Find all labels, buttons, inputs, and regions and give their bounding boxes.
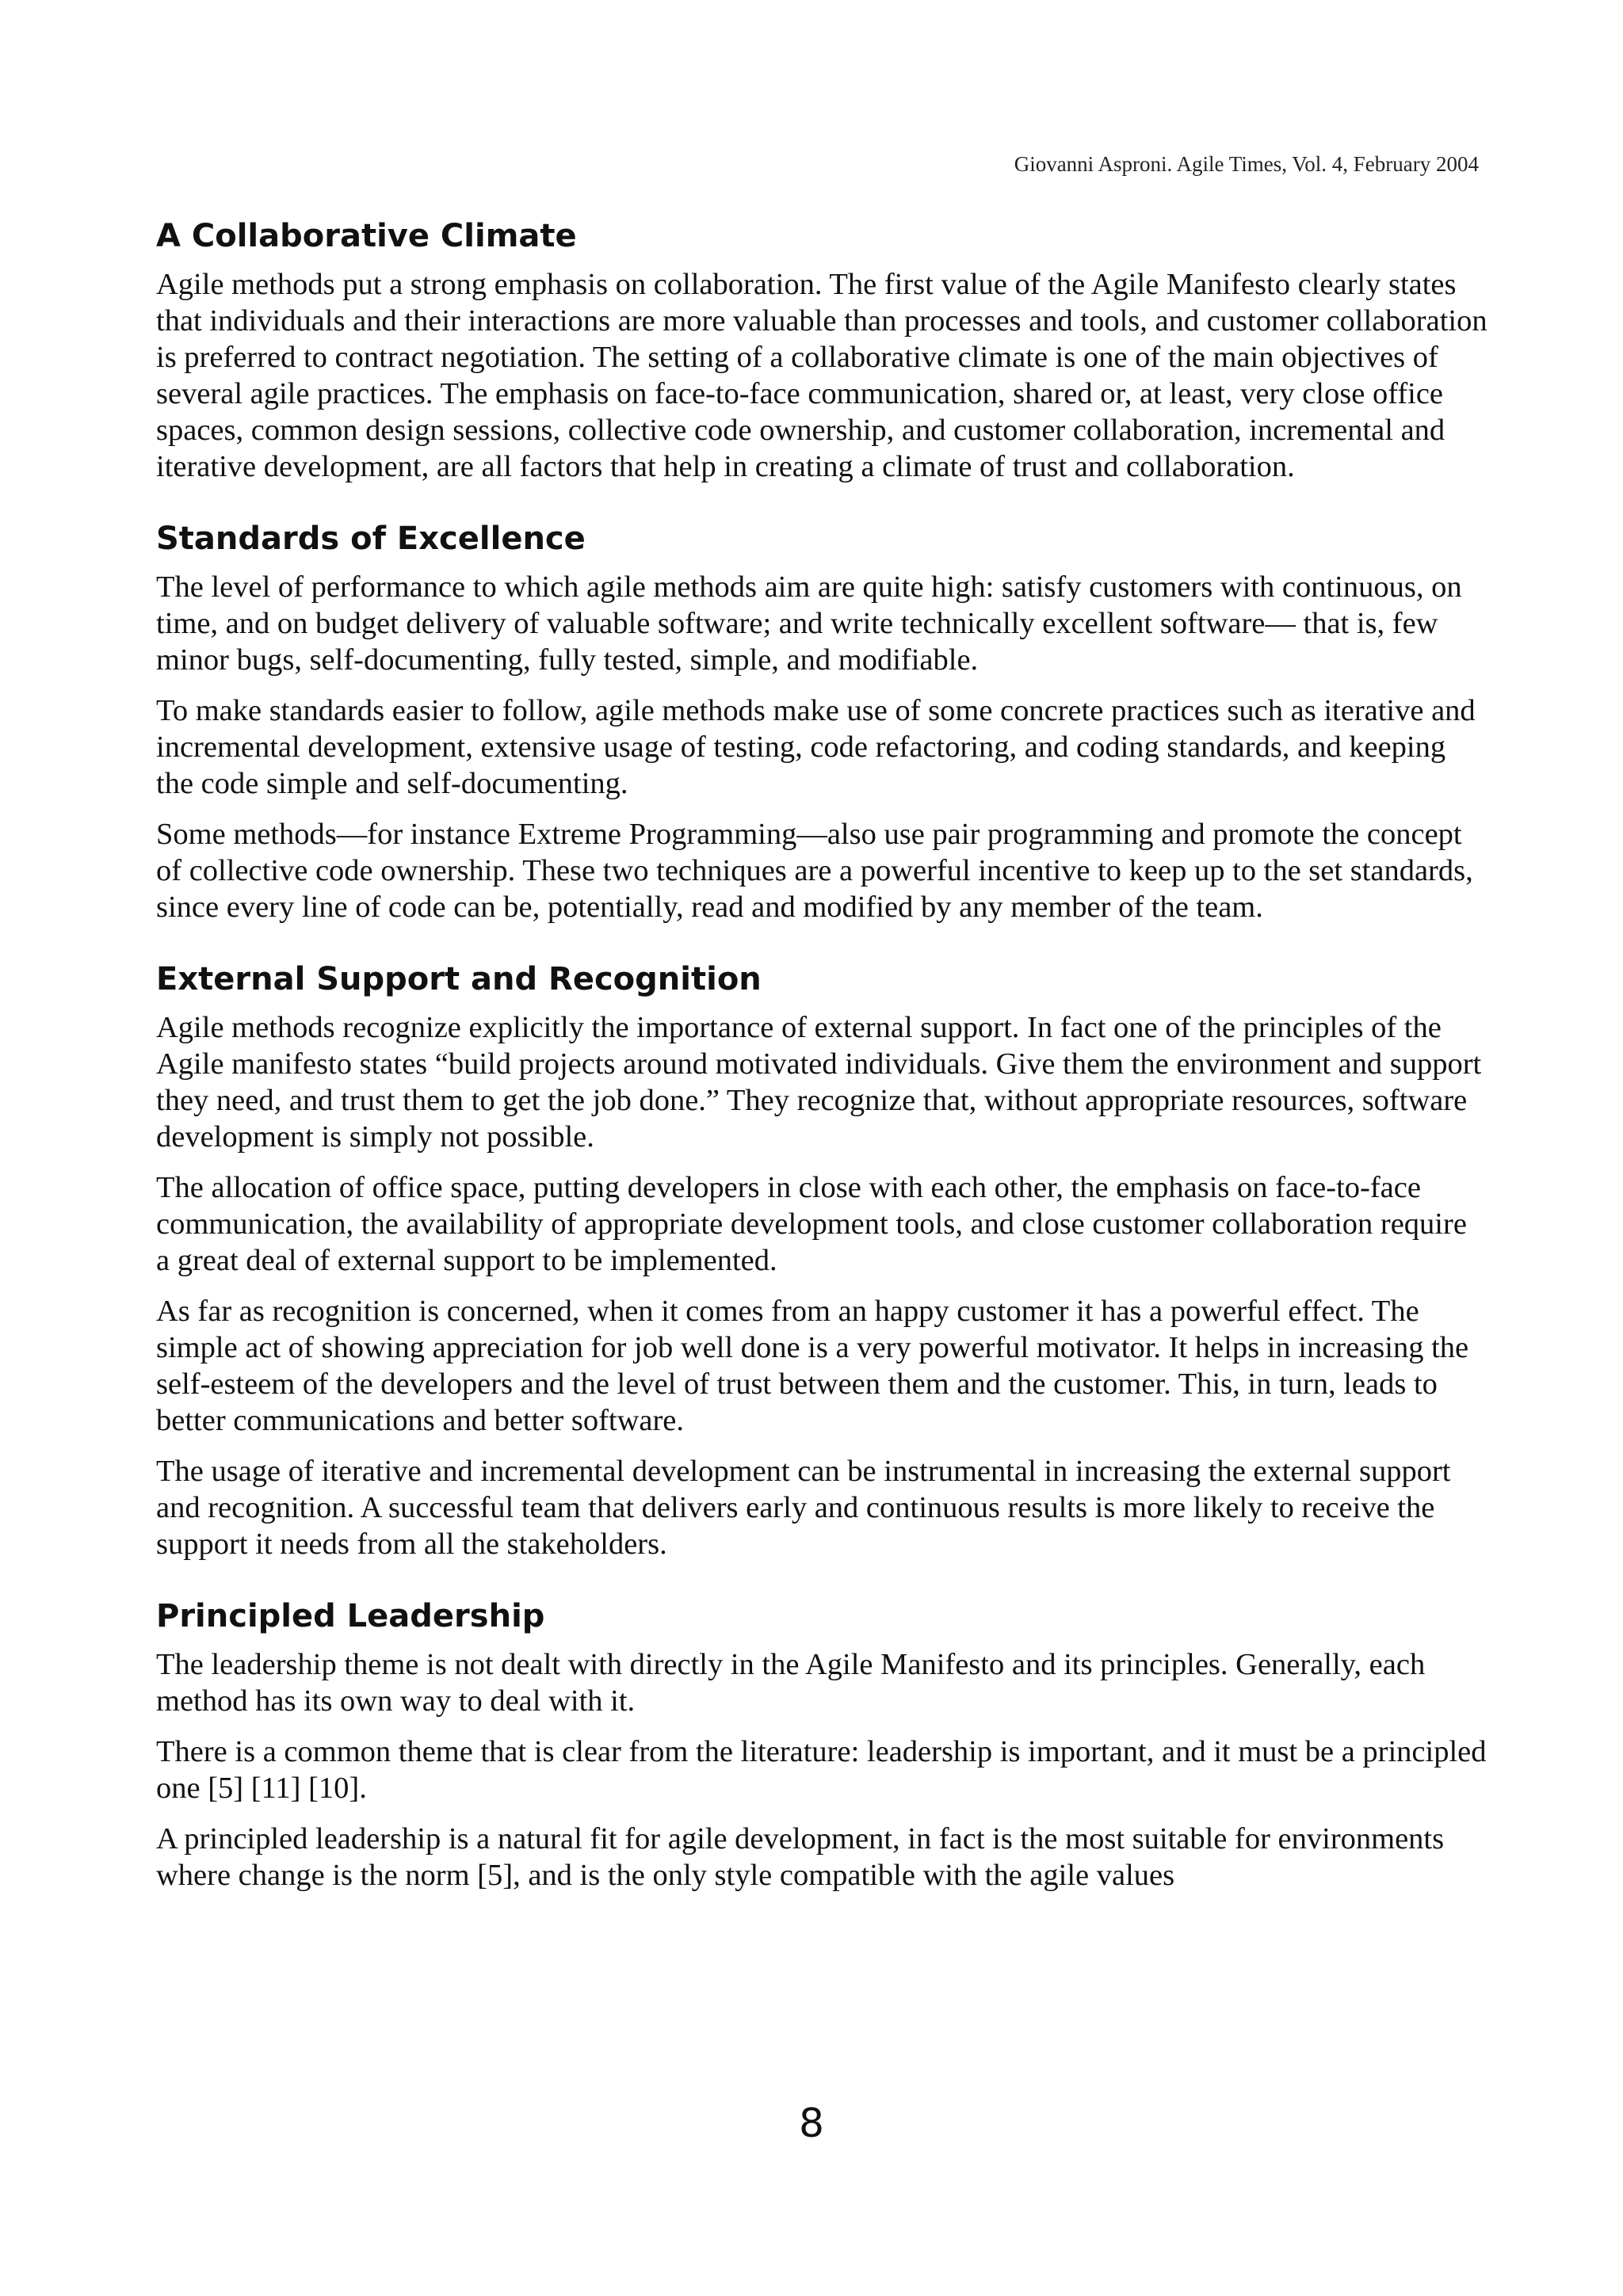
paragraph: As far as recognition is concerned, when it comes from an happy customer it has a powerful effect. The simple act of showing appreciation for job well done is a very powerful motivator. It helps in increasing the self-esteem of the developers and the level of trust between them and the customer. This, in turn, leads to better communications and better software. (156, 1295, 1469, 1437)
section-heading: A Collaborative Climate (156, 218, 577, 254)
paragraph: Agile methods recognize explicitly the importance of external support. In fact one of the principles of the Agile manifesto states “build projects around motivated individuals. Give them the environment and support they need, and trust them to get the job done.” They recognize that, without appropriate resources, software development is simply not possible. (156, 1011, 1482, 1154)
paragraph: The allocation of office space, putting developers in close with each other, the emphasis on face-to-face communication, the availability of appropriate development tools, and close customer collaboration require a great deal of external support to be implemented. (156, 1171, 1467, 1277)
section-collaborative-climate (156, 212, 1487, 485)
section-principled-leadership (156, 1592, 1487, 1894)
paragraph: The leadership theme is not dealt with directly in the Agile Manifesto and its principles. Generally, each method has its own way to deal with it. (156, 1648, 1426, 1718)
paragraph: The level of performance to which agile methods aim are quite high: satisfy customers with continuous, on time, and on budget delivery of valuable software; and write technically excellent software— that is, few minor bugs, self-documenting, fully tested, simple, and modifiable. (156, 570, 1462, 677)
running-head: Giovanni Asproni. Agile Times, Vol. 4, February 2004 (1014, 152, 1479, 176)
paragraph: To make standards easier to follow, agile methods make use of some concrete practices such as iterative and incremental development, extensive usage of testing, code refactoring, and coding standards, and keeping the code simple and self-documenting. (156, 694, 1476, 800)
paragraph: Some methods—for instance Extreme Programming—also use pair programming and promote the concept of collective code ownership. These two techniques are a powerful incentive to keep up to the set standards, since every line of code can be, potentially, read and modified by any member of the team. (156, 818, 1473, 924)
paragraph: Agile methods put a strong emphasis on collaboration. The first value of the Agile Manifesto clearly states that individuals and their interactions are more valuable than processes and tools, and customer collaboration is preferred to contract negotiation. The setting of a collaborative climate is one of the main objectives of several agile practices. The emphasis on face-to-face communication, shared or, at least, very close office spaces, common design sessions, collective code ownership, and customer collaboration, incremental and iterative development, are all factors that help in creating a climate of trust and collaboration. (156, 268, 1487, 483)
paragraph: The usage of iterative and incremental development can be instrumental in increasing the external support and recognition. A successful team that delivers early and continuous results is more likely to receive the support it needs from all the stakeholders. (156, 1455, 1451, 1561)
document-body (156, 212, 1487, 1924)
section-standards-of-excellence (156, 515, 1487, 925)
section-external-support (156, 955, 1487, 1562)
paragraph: A principled leadership is a natural fit for agile development, in fact is the most suitable for environments where change is the norm [5], and is the only style compatible with the agile values (156, 1822, 1445, 1892)
section-heading: External Support and Recognition (156, 961, 762, 997)
paragraph: There is a common theme that is clear from the literature: leadership is important, and it must be a principled one [5] [11] [10]. (156, 1735, 1487, 1805)
page-number: 8 (799, 2100, 824, 2146)
section-heading: Standards of Excellence (156, 521, 586, 557)
section-heading: Principled Leadership (156, 1598, 545, 1634)
